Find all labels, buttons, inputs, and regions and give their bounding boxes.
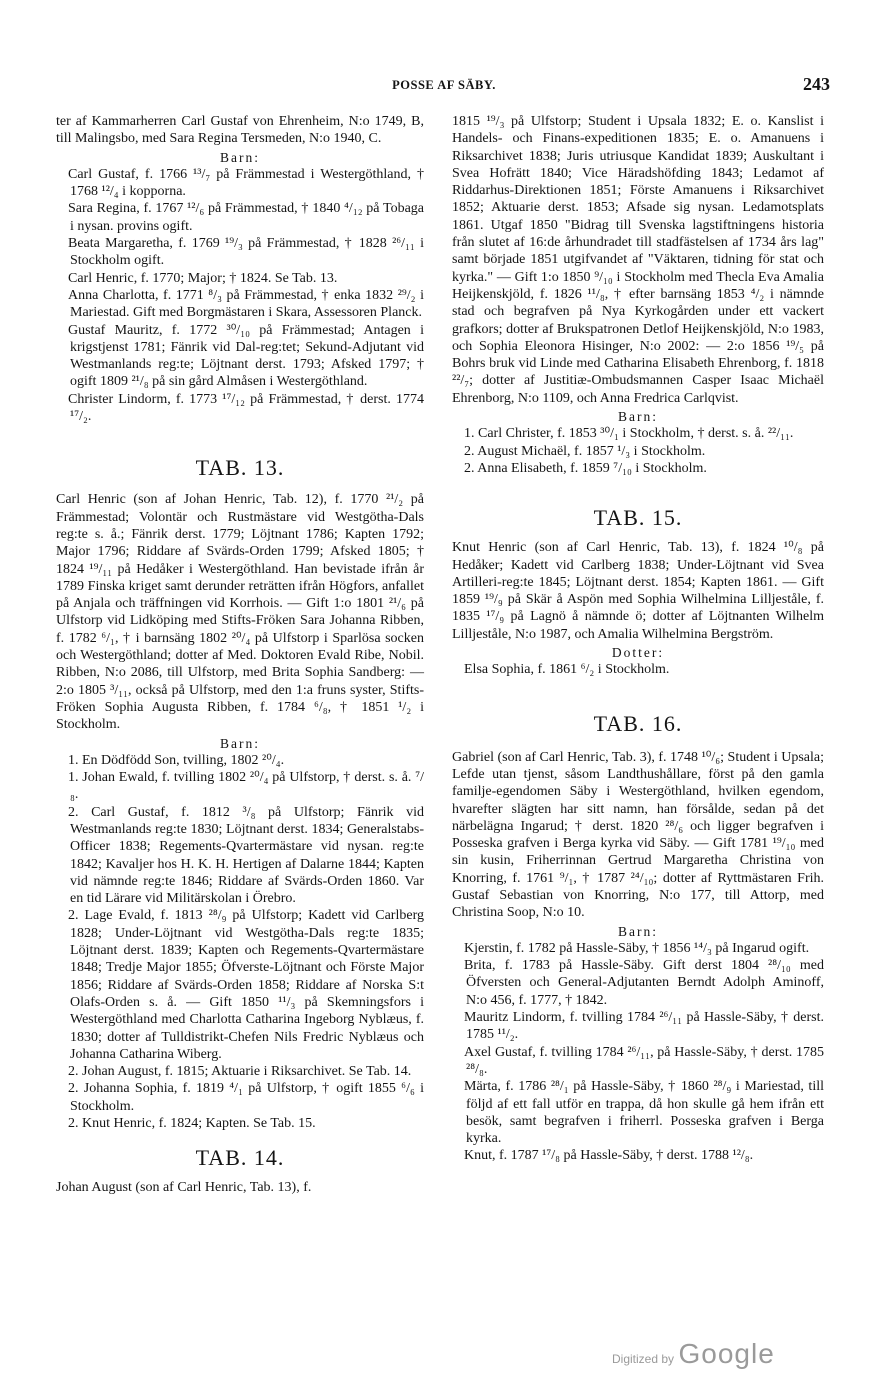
list-item: Carl Henric, f. 1770; Major; † 1824. Se Tab. 13. xyxy=(68,270,338,286)
list-item: Mauritz Lindorm, f. tvilling 1784 ²⁶/₁₁ på Hassle-Säby, † derst. 1785 ¹¹/₂. xyxy=(464,1010,824,1043)
list-item: 2. Johanna Sophia, f. 1819 ⁴/₁ på Ulfstorp, † ogift 1855 ⁶/₆ i Stockholm. xyxy=(68,1081,424,1114)
list-item: 2. Knut Henric, f. 1824; Kapten. Se Tab. 15. xyxy=(68,1116,316,1132)
list-item: 1. En Dödfödd Son, tvilling, 1802 ²⁰/₄. xyxy=(68,752,285,768)
list-item: Christer Lindorm, f. 1773 ¹⁷/₁₂ på Främmestad, † derst. 1774 ¹⁷/₂. xyxy=(68,391,424,425)
tab-16-paragraph: Gabriel (son af Carl Henric, Tab. 3), f. 1748 ¹⁰/₆; Student i Upsala; Lefde utan tjenst, såsom Landthushållare, först på den gamla familje-egendomen Säby i Westergöthland, hvilken egendom, hvarefter slägten har sitt namn, han försålde, sedan på det närbelägna Ingarud; † derst. 1820 ²⁸/₆ och ligger begrafven i Posseska grafven i Berga kyrka vid Säby. — Gift 1781 ¹⁹/₁₀ med sin kusin, Friherrinnan Gertrud Margaretha Christina von Knorring, f. 1761 ⁹/₁, † 1787 ²⁴/₁₀; dotter af Ryttmästaren Frih. Gustaf Sebastian von Knorring, N:o 177, till Attorp, med Christina Soop, N:o 10. xyxy=(452,749,824,921)
tab-13-heading: TAB. 13. xyxy=(195,455,285,481)
barn-heading: Barn: xyxy=(618,409,658,425)
barn-heading: Barn: xyxy=(220,735,260,751)
list-item: Anna Charlotta, f. 1771 ⁸/₃ på Främmestad, † enka 1832 ²⁹/₂ i Mariestad. Gift med Borgmästaren i Skara, Assessoren Planck. xyxy=(68,287,424,321)
list-item: 1. Johan Ewald, f. tvilling 1802 ²⁰/₄ på Ulfstorp, † derst. s. å. ⁷/₈. xyxy=(68,770,424,803)
tab-16-heading: TAB. 16. xyxy=(593,710,683,736)
tab-14-paragraph: Johan August (son af Carl Henric, Tab. 13), f. xyxy=(56,1180,312,1196)
list-item: Brita, f. 1783 på Hassle-Säby. Gift derst 1804 ²⁸/₁₀ med Öfversten och General-Adjutanten Berndt Adolph Aminoff, N:o 456, f. 1777, † 1842. xyxy=(464,958,824,1008)
page-number: 243 xyxy=(803,74,830,94)
dotter-heading: Dotter: xyxy=(611,645,665,661)
children-list xyxy=(452,425,824,477)
list-item: Carl Gustaf, f. 1766 ¹³/₇ på Främmestad i Westergöthland, † 1768 ¹²/₄ i kopporna. xyxy=(68,166,424,200)
list-item: 2. Carl Gustaf, f. 1812 ³/₈ på Ulfstorp; Fänrik vid Westmanlands reg:te 1830; Löjtnant derst. 1834; Generalstabs-Officer 1838; Regements-Qvartermästare vid nysan. reg:te 1842; Kavaljer hos H. K. H. Hertigen af Dalarne 1844; Kapten vid nämnde reg:te 1846; Riddare af Svärds-Orden 1860. Var en tid Lärare vid Militärskolan i Örebro. xyxy=(68,804,424,907)
list-item: Kjerstin, f. 1782 på Hassle-Säby, † 1856 ¹⁴/₃ på Ingarud ogift. xyxy=(464,940,810,956)
list-item: Gustaf Mauritz, f. 1772 ³⁰/₁₀ på Främmestad; Antagen i krigstjenst 1781; Fänrik vid Dal-reg:tet; Sekund-Adjutant vid Westmanlands reg:te; Löjtnant derst. 1793; Afsked 1797; † ogift 1809 ²¹/₈ på sin gård Almåsen i Westergöthland. xyxy=(68,322,424,390)
intro-paragraph: ter af Kammarherren Carl Gustaf von Ehrenheim, N:o 1749, B, till Malingsbo, med Sara Regina Tersmeden, N:o 1940, C. xyxy=(56,114,424,147)
tab-15-heading: TAB. 15. xyxy=(593,505,683,531)
list-item: Beata Margaretha, f. 1769 ¹⁹/₃ på Främmestad, † 1828 ²⁶/₁₁ i Stockholm ogift. xyxy=(68,236,424,269)
barn-heading: Barn: xyxy=(220,149,260,165)
page-header xyxy=(0,74,888,98)
google-logo: Google xyxy=(678,1338,775,1369)
list-item: 2. Anna Elisabeth, f. 1859 ⁷/₁₀ i Stockholm. xyxy=(464,460,707,476)
left-column xyxy=(56,113,424,1197)
list-item: 2. Lage Evald, f. 1813 ²⁸/₉ på Ulfstorp; Kadett vid Carlberg 1828; Under-Löjtnant vid Westgötha-Dals reg:te 1835; Löjtnant derst. 1839; Kapten och Regements-Qvartermästare 1848; Tredje Major 1855; Öfverste-Löjtnant och Förste Major 1856; Riddare af Svärds-Orden 1858; Riddare af Norska S:t Olafs-Orden s. å. — Gift 1850 ¹¹/₃ på Skemningsfors i Westergöthland med Charlotta Catharina Ingeborg Nyblæus, f. 1830; dotter af Tulldistrikt-Chefen Nils Fredric Nyblæus och Johanna Catharina Wiberg. xyxy=(68,908,424,1062)
running-title: POSSE AF SÄBY. xyxy=(392,78,496,92)
list-item: 1. Carl Christer, f. 1853 ³⁰/₁ i Stockholm, † derst. s. å. ²²/₁₁. xyxy=(464,426,794,442)
tab-14-heading: TAB. 14. xyxy=(195,1145,285,1171)
children-list xyxy=(452,661,824,678)
tab-13-paragraph: Carl Henric (son af Johan Henric, Tab. 12), f. 1770 ²¹/₂ på Främmestad; Volontär och Rustmästare vid Westgötha-Dals reg:te s. å.; Fänrik derst. 1779; Löjtnant 1786; Kapten 1792; Major 1796; Riddare af Svärds-Orden 1799; Afsked 1805; † 1824 ¹⁹/₁₁ på Hedåker i Westergöthland. Han bevistade ifrån år 1789 Finska kriget samt derunder reträtten ifrån Högfors, anfallet på Anjala och träffningen vid Korrhois. — Gift 1:o 1801 ²¹/₆ på Ulfstorp vid Lidköping med Stifts-Fröken Sara Johanna Ribben, f. 1782 ⁶/₁, † i barnsäng 1802 ²⁰/₄ på Ulfstorp i Sparlösa socken och Westergöthland; dotter af Med. Doktoren Evald Ribe, Nobil. Ribben, N:o 2086, till Ulfstorp, med Brita Sophia Sandberg: — 2:o 1805 ³/₁₁, också på Ulfstorp, med den 1:a fruns syster, Stifts-Fröken Sophia Augusta Ribben, f. 1784 ⁶/₈, † 1851 ¹/₂ i Stockholm. xyxy=(56,492,424,733)
list-item: 2. Johan August, f. 1815; Aktuarie i Riksarchivet. Se Tab. 14. xyxy=(68,1064,412,1080)
list-item: Knut, f. 1787 ¹⁷/₈ på Hassle-Säby, † derst. 1788 ¹²/₈. xyxy=(464,1148,754,1164)
continued-paragraph: 1815 ¹⁹/₃ på Ulfstorp; Student i Upsala 1832; E. o. Kanslist i Handels- och Finans-expeditionen 1835; E. o. Amanuens i Riksarchivet 1838; Juris utriusque Kandidat 1839; Auskultant i Svea Hofrätt 1840; Vice Häradshöfding 1843; Ledamot af Riddarhus-Direktionen 1851; Förste Amanuens i Riksarchivet 1852; Aktuarie derst. 1853; Afsade sig nysan. Ledamotsplats 1861. Utgaf 1850 "Bidrag till Svenska lagstiftningens historia från slutet af 16:de århundradet till stadfästelsen af 1734 års lag" samt började 1851 utgifvandet af "Väktaren, tidning för stat och kyrka." — Gift 1:o 1850 ⁹/₁₀ i Stockholm med Thecla Eva Amalia Heijkenskjöld, f. 1826 ¹¹/₈, † efter barnsäng 1853 ⁴/₂ i nämnde stad och begrafven på Nya Kyrkogården under ett vackert grafkors; dotter af Brukspatronen Detlof Heijkenskjöld, N:o 1983, och Sophia Eleonora Hisinger, N:o 2002: — 2:o 1856 ¹⁹/₅ på Bohrs bruk vid Linde med Catharina Elisabeth Ehrenborg, f. 1818 ²²/₇; dotter af Justitiæ-Ombudsmannen Casper Isaac Michaël Ehrenborg, N:o 1109, och Anna Fredrica Carlqvist. xyxy=(452,114,824,406)
tab-15-paragraph: Knut Henric (son af Carl Henric, Tab. 13), f. 1824 ¹⁰/₈ på Hedåker; Kadett vid Carlberg 1838; Under-Löjtnant vid Svea Artilleri-reg:te 1845; Löjtnant derst. 1854; Kapten 1861. — Gift 1859 ¹⁹/₉ på Skär å Aspön med Sophia Wilhelmina Lilljeståle, f. 1835 ¹⁷/₉ på Lagnö å nämnde ö; dotter af Löjtnanten Wilhelm Lilljeståle, N:o 1987, och Amalia Wilhelmina Bergström. xyxy=(452,540,824,642)
children-list xyxy=(56,752,424,1133)
digitized-watermark xyxy=(612,1338,775,1370)
barn-heading: Barn: xyxy=(618,923,658,939)
children-list xyxy=(56,166,424,425)
watermark-small-text: Digitized by xyxy=(612,1352,675,1366)
list-item: Axel Gustaf, f. tvilling 1784 ²⁶/₁₁, på Hassle-Säby, † derst. 1785 ²⁸/₈. xyxy=(464,1044,824,1077)
list-item: Elsa Sophia, f. 1861 ⁶/₂ i Stockholm. xyxy=(464,662,670,678)
children-list xyxy=(452,940,824,1165)
list-item: Sara Regina, f. 1767 ¹²/₆ på Främmestad, † 1840 ⁴/₁₂ på Tobaga i nysan. provins ogift. xyxy=(68,201,424,234)
list-item: 2. August Michaël, f. 1857 ¹/₃ i Stockholm. xyxy=(464,443,706,459)
list-item: Märta, f. 1786 ²⁸/₁ på Hassle-Säby, † 1860 ²⁸/₉ i Mariestad, till följd af ett fall utför en trappa, då hon skulle gå hem ifrån ett besök, samt begrafven i friherrl. Posseska grafven i Berga kyrka. xyxy=(464,1079,824,1147)
right-column xyxy=(452,113,824,1165)
